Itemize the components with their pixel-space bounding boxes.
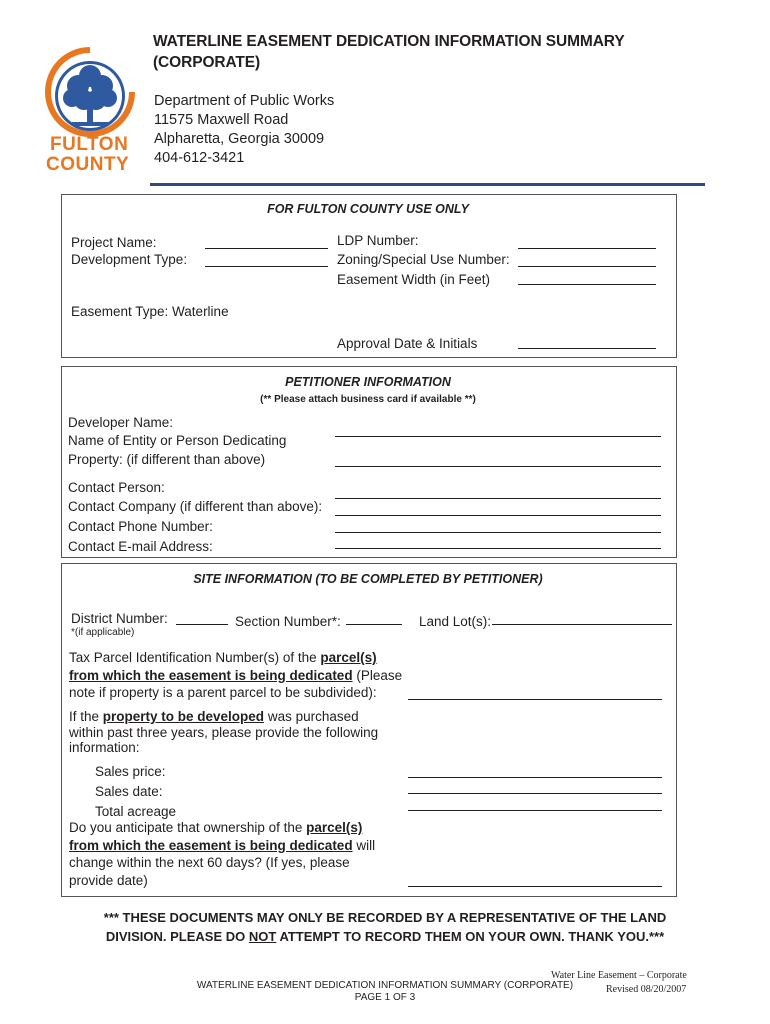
footer-right-line-2: Revised 08/20/2007 xyxy=(606,984,687,995)
contact-company-label: Contact Company (if different than above): xyxy=(68,499,323,514)
contact-email-field[interactable] xyxy=(335,548,661,549)
contact-company-field[interactable] xyxy=(335,515,661,516)
title-line-2: (CORPORATE) xyxy=(153,54,261,71)
tax-parcel-emphasis: parcel(s) xyxy=(320,650,377,665)
petitioner-heading: PETITIONER INFORMATION xyxy=(285,375,451,389)
notice-line-2-post: ATTEMPT TO RECORD THEM ON YOUR OWN. THANK YOU.*** xyxy=(276,929,665,944)
section-field[interactable] xyxy=(346,624,402,625)
tax-post-1: (Please xyxy=(352,667,403,683)
contact-person-field[interactable] xyxy=(335,498,661,499)
easement-width-field[interactable] xyxy=(518,284,656,285)
developer-name-label: Developer Name: xyxy=(68,415,174,430)
district-field[interactable] xyxy=(176,624,228,625)
zoning-label: Zoning/Special Use Number: xyxy=(337,252,510,267)
logo-text-fulton: FULTON xyxy=(50,134,129,155)
entity-label-line-1: Name of Entity or Person Dedicating xyxy=(68,433,287,448)
recording-notice xyxy=(0,908,770,946)
tax-parcel-text: Tax Parcel Identification Number(s) of the xyxy=(69,650,321,665)
ownership-question xyxy=(69,819,375,889)
development-type-field[interactable] xyxy=(205,266,328,267)
anticipate-date-text: provide date) xyxy=(69,872,148,888)
street-address: 11575 Maxwell Road xyxy=(154,112,289,128)
total-acreage-field[interactable] xyxy=(408,810,662,811)
easement-type-label: Easement Type: Waterline xyxy=(71,304,229,319)
contact-email-label: Contact E-mail Address: xyxy=(68,539,213,554)
anticipate-parcels-emphasis: parcel(s) xyxy=(306,820,363,835)
site-info-heading: SITE INFORMATION (TO BE COMPLETED BY PETITIONER) xyxy=(193,572,543,586)
land-lot-label: Land Lot(s): xyxy=(419,614,492,629)
anticipate-text: Do you anticipate that ownership of the xyxy=(69,820,307,835)
tax-post-2: note if property is a parent parcel to be subdivided): xyxy=(69,685,377,700)
project-name-label: Project Name: xyxy=(71,235,157,250)
sales-date-field[interactable] xyxy=(408,793,662,794)
phone-number: 404-612-3421 xyxy=(154,150,245,166)
purchase-question xyxy=(69,709,378,756)
tax-from-emphasis: from which the easement is being dedicated xyxy=(69,667,353,683)
within-text: within past three years, please provide the following xyxy=(69,724,379,740)
notice-line-2-pre: DIVISION. PLEASE DO xyxy=(105,929,249,944)
city-address: Alpharetta, Georgia 30009 xyxy=(154,131,325,147)
contact-phone-label: Contact Phone Number: xyxy=(68,519,213,534)
easement-width-label: Easement Width (in Feet) xyxy=(337,272,491,287)
anticipate-will-text: will xyxy=(352,837,376,853)
if-applicable-note: *(if applicable) xyxy=(71,627,135,638)
department-name: Department of Public Works xyxy=(154,93,335,109)
county-use-heading: FOR FULTON COUNTY USE ONLY xyxy=(267,202,469,216)
contact-person-label: Contact Person: xyxy=(68,480,165,495)
total-acreage-label: Total acreage xyxy=(95,804,177,819)
sales-price-label: Sales price: xyxy=(95,764,166,779)
approval-field[interactable] xyxy=(518,348,656,349)
tree-icon xyxy=(42,44,138,144)
developer-name-field[interactable] xyxy=(335,436,661,437)
ldp-number-label: LDP Number: xyxy=(337,233,419,248)
contact-phone-field[interactable] xyxy=(335,532,661,533)
land-lot-field[interactable] xyxy=(492,624,672,625)
zoning-field[interactable] xyxy=(518,266,656,267)
page-title xyxy=(153,31,625,73)
project-name-field[interactable] xyxy=(205,248,328,249)
notice-not-emphasis: NOT xyxy=(248,929,277,944)
anticipate-change-text: change within the next 60 days? (If yes, please xyxy=(69,855,350,870)
header-rule xyxy=(150,183,705,186)
notice-line-1: *** THESE DOCUMENTS MAY ONLY BE RECORDED BY A REPRESENTATIVE OF THE LAND xyxy=(103,910,667,925)
ownership-change-field[interactable] xyxy=(408,886,662,887)
approval-label: Approval Date & Initials xyxy=(337,336,478,351)
section-label: Section Number*: xyxy=(235,614,341,629)
fulton-county-logo xyxy=(42,44,138,178)
purchased-text: was purchased xyxy=(264,709,359,724)
entity-label-line-2: Property: (if different than above) xyxy=(68,452,266,467)
title-line-1: WATERLINE EASEMENT DEDICATION INFORMATION SUMMARY xyxy=(153,33,625,50)
district-label: District Number: xyxy=(71,611,168,626)
logo-text-county: COUNTY xyxy=(46,154,130,175)
anticipate-from-emphasis: from which the easement is being dedicated xyxy=(69,837,353,853)
department-address xyxy=(154,92,334,168)
tax-parcel-label xyxy=(69,649,402,702)
footer-page-number: PAGE 1 OF 3 xyxy=(354,992,416,1003)
sales-date-label: Sales date: xyxy=(95,784,163,799)
footer-doc-title: WATERLINE EASEMENT DEDICATION INFORMATION SUMMARY (CORPORATE) xyxy=(196,980,574,991)
sales-price-field[interactable] xyxy=(408,777,662,778)
if-the-text: If the xyxy=(69,709,103,724)
footer-right-line-1: Water Line Easement – Corporate xyxy=(551,970,687,981)
property-developed-emphasis: property to be developed xyxy=(102,709,265,724)
information-text: information: xyxy=(69,740,140,755)
entity-field[interactable] xyxy=(335,466,661,467)
petitioner-subheading: (** Please attach business card if available **) xyxy=(260,394,476,405)
ldp-number-field[interactable] xyxy=(518,248,656,249)
development-type-label: Development Type: xyxy=(71,252,188,267)
tax-parcel-field[interactable] xyxy=(408,699,662,700)
